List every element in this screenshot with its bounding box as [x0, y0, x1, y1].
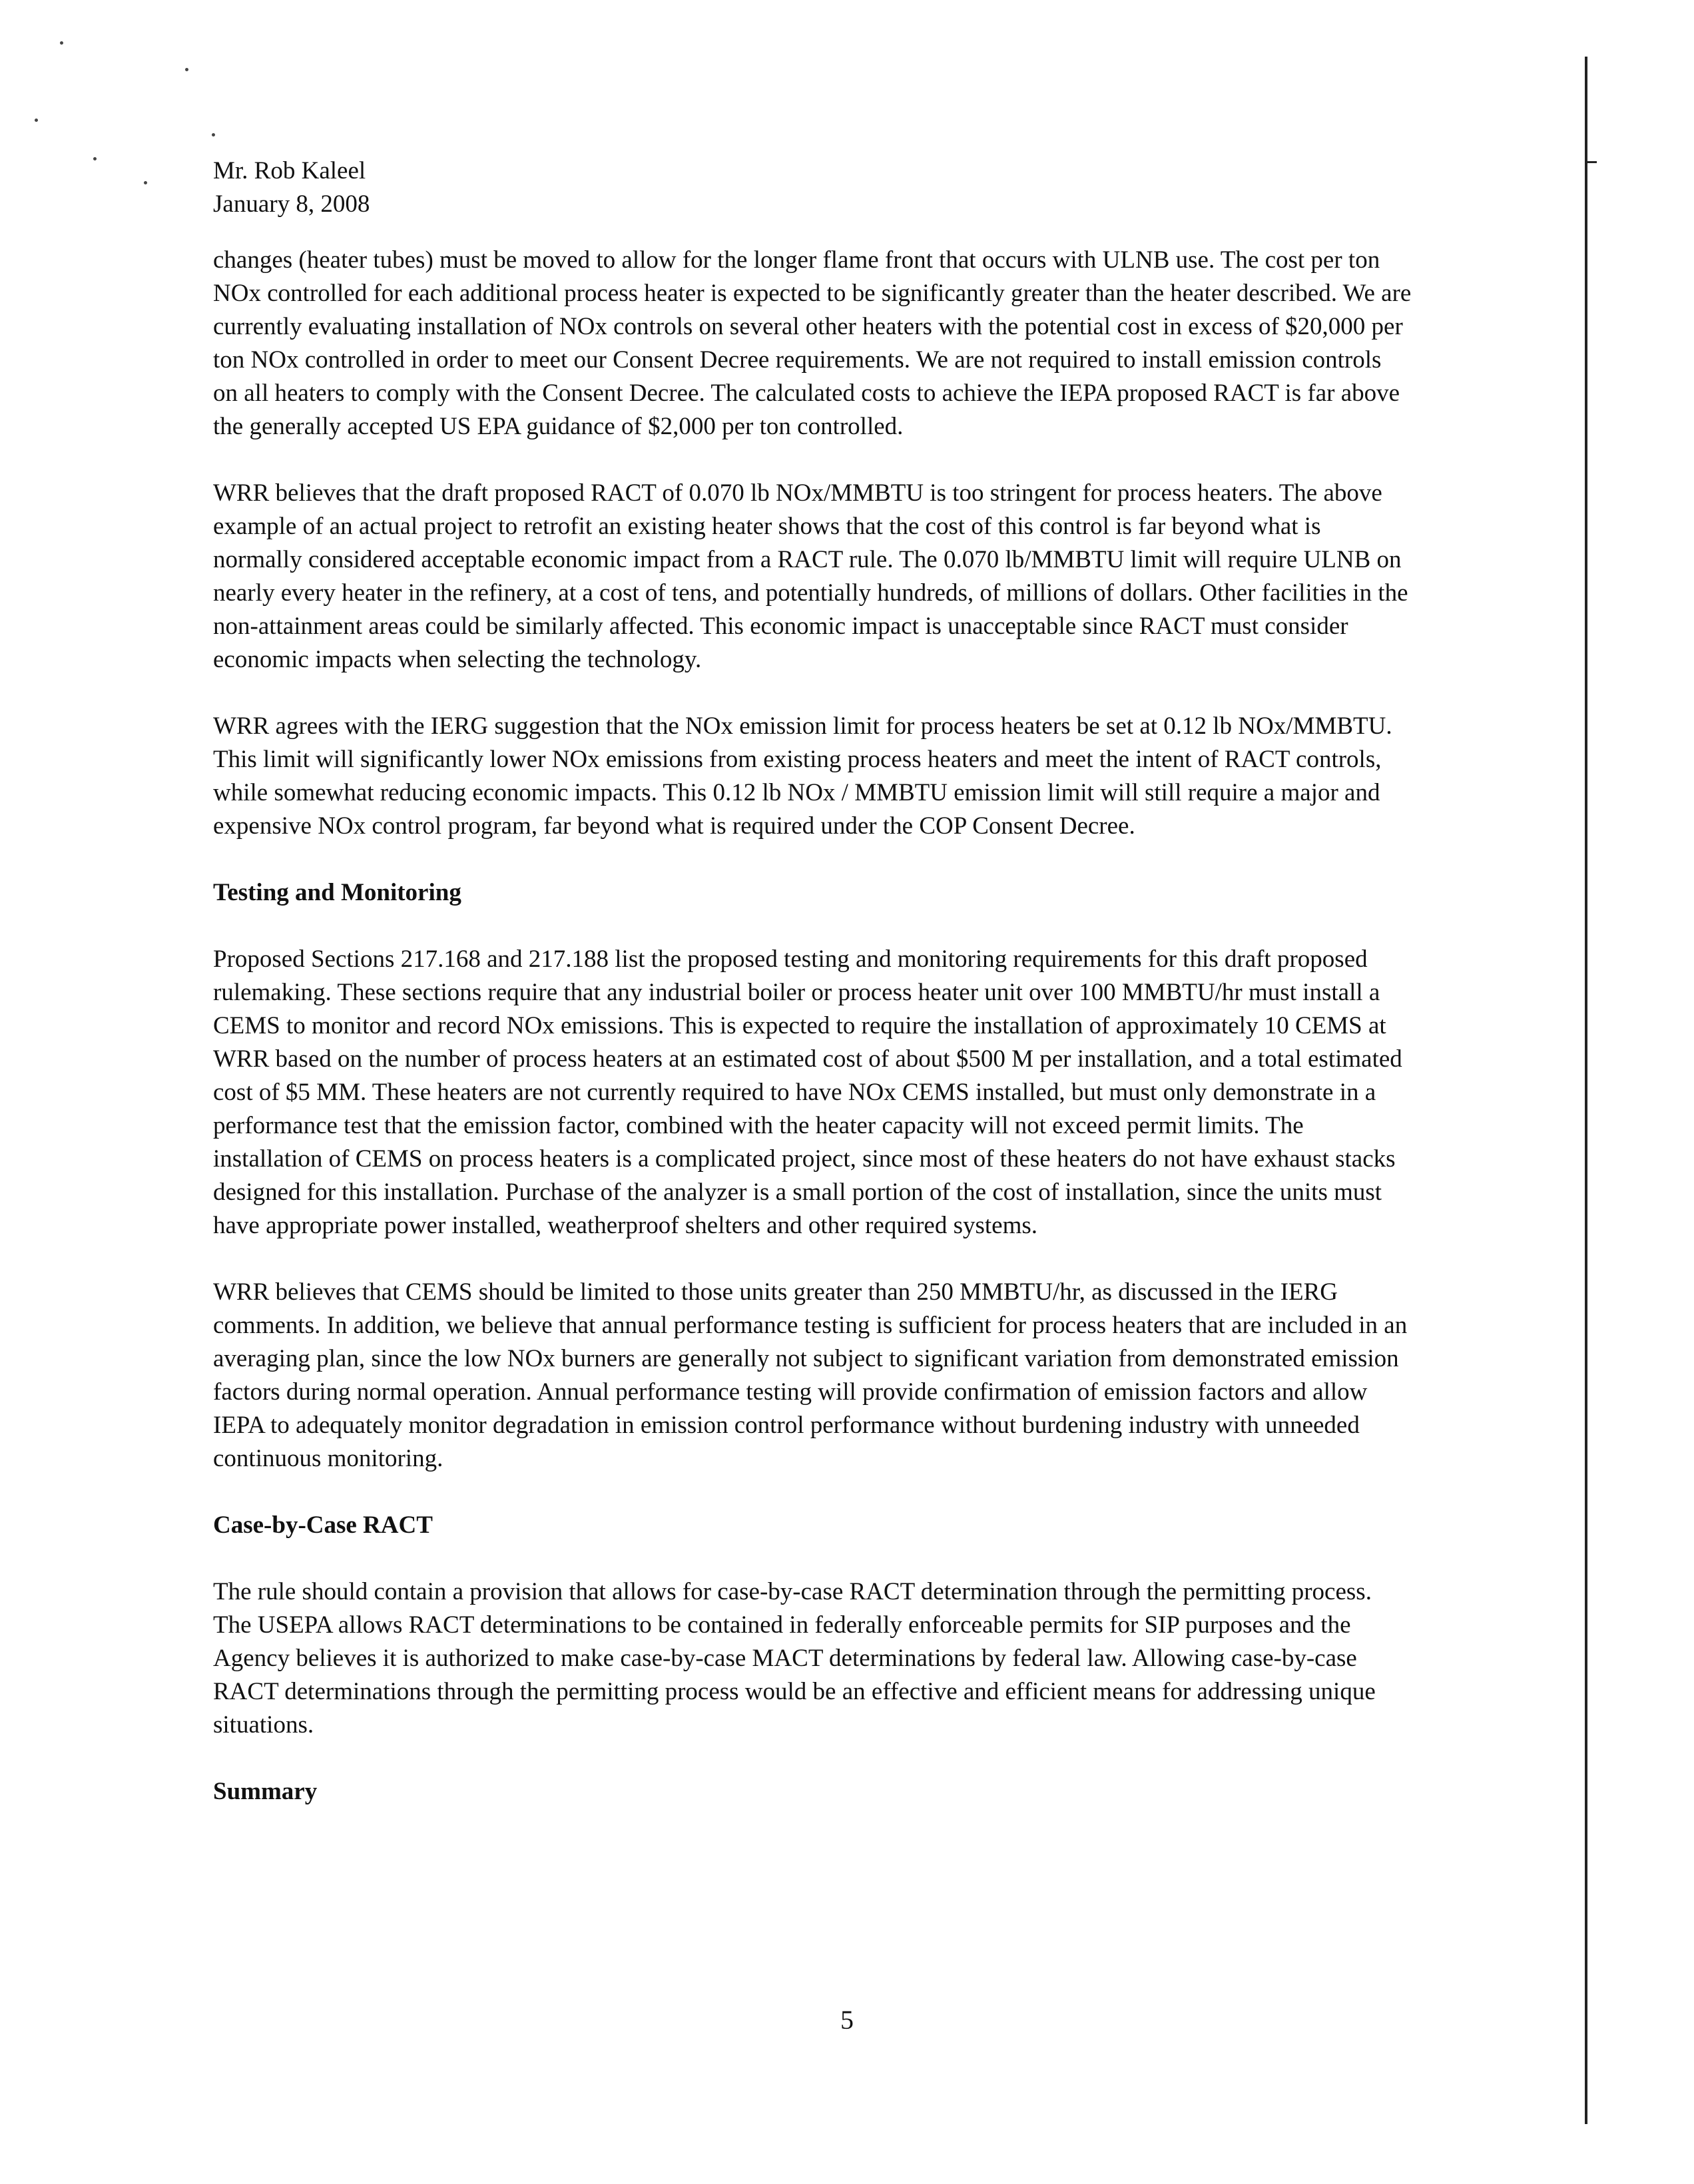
letter-header	[213, 154, 1412, 221]
letter-date: January 8, 2008	[213, 190, 370, 218]
page-number: 5	[840, 2005, 854, 2035]
margin-rule-tick	[1587, 161, 1597, 163]
scan-speck	[185, 68, 188, 71]
body-paragraph: WRR believes that CEMS should be limited to those units greater than 250 MMBTU/hr, as discussed in the IERG comments. In addition, we believe that annual performance testing is sufficient for process heaters that are included in an averaging plan, since the low NOx burners are generally not subject to significant variation from demonstrated emission factors during normal operation. Annual performance testing will provide confirmation of emission factors and allow IEPA to adequately monitor degradation in emission control performance without burdening industry with unneeded continuous monitoring.	[213, 1278, 1408, 1472]
body-paragraph: WRR agrees with the IERG suggestion that the NOx emission limit for process heaters be set at 0.12 lb NOx/MMBTU. This limit will significantly lower NOx emissions from existing process heaters and meet the intent of RACT controls, while somewhat reducing economic impacts. This 0.12 lb NOx / MMBTU emission limit will still require a major and expensive NOx control program, far beyond what is required under the COP Consent Decree.	[213, 712, 1392, 840]
letter-body	[213, 154, 1412, 1842]
scan-speck	[144, 181, 147, 184]
body-paragraph: Proposed Sections 217.168 and 217.188 list the proposed testing and monitoring requirements for this draft proposed rulemaking. These sections require that any industrial boiler or process heater unit over 100 MMBTU/hr must install a CEMS to monitor and record NOx emissions. This is expected to require the installation of approximately 10 CEMS at WRR based on the number of process heaters at an estimated cost of about $500 M per installation, and a total estimated cost of $5 MM. These heaters are not currently required to have NOx CEMS installed, but must only demonstrate in a performance test that the emission factor, combined with the heater capacity will not exceed permit limits. The installation of CEMS on process heaters is a complicated project, since most of these heaters do not have exhaust stacks designed for this installation. Purchase of the analyzer is a small portion of the cost of installation, since the units must have appropriate power installed, weatherproof shelters and other required systems.	[213, 946, 1402, 1239]
section-heading-testing-monitoring: Testing and Monitoring	[213, 879, 461, 906]
section-heading-case-by-case-ract: Case-by-Case RACT	[213, 1511, 433, 1539]
recipient-name: Mr. Rob Kaleel	[213, 157, 366, 184]
scan-speck	[212, 133, 215, 136]
body-paragraph: changes (heater tubes) must be moved to allow for the longer flame front that occurs with ULNB use. The cost per ton NOx controlled for each additional process heater is expected to be significantly greater than the heater described. We are currently evaluating installation of NOx controls on several other heaters with the potential cost in excess of $20,000 per ton NOx controlled in order to meet our Consent Decree requirements. We are not required to install emission controls on all heaters to comply with the Consent Decree. The calculated costs to achieve the IEPA proposed RACT is far above the generally accepted US EPA guidance of $2,000 per ton controlled.	[213, 246, 1412, 440]
right-margin-rule	[1585, 57, 1587, 2124]
body-paragraph: WRR believes that the draft proposed RACT of 0.070 lb NOx/MMBTU is too stringent for process heaters. The above example of an actual project to retrofit an existing heater shows that the cost of this control is far beyond what is normally considered acceptable economic impact from a RACT rule. The 0.070 lb/MMBTU limit will require ULNB on nearly every heater in the refinery, at a cost of tens, and potentially hundreds, of millions of dollars. Other facilities in the non-attainment areas could be similarly affected. This economic impact is unacceptable since RACT must consider economic impacts when selecting the technology.	[213, 479, 1408, 673]
section-heading-summary: Summary	[213, 1778, 318, 1805]
body-paragraph: The rule should contain a provision that allows for case-by-case RACT determination through the permitting process. The USEPA allows RACT determinations to be contained in federally enforceable permits for SIP purposes and the Agency believes it is authorized to make case-by-case MACT determinations by federal law. Allowing case-by-case RACT determinations through the permitting process would be an effective and efficient means for addressing unique situations.	[213, 1578, 1376, 1739]
scan-speck	[93, 157, 97, 160]
scan-speck	[60, 41, 63, 45]
scan-speck	[35, 119, 38, 122]
